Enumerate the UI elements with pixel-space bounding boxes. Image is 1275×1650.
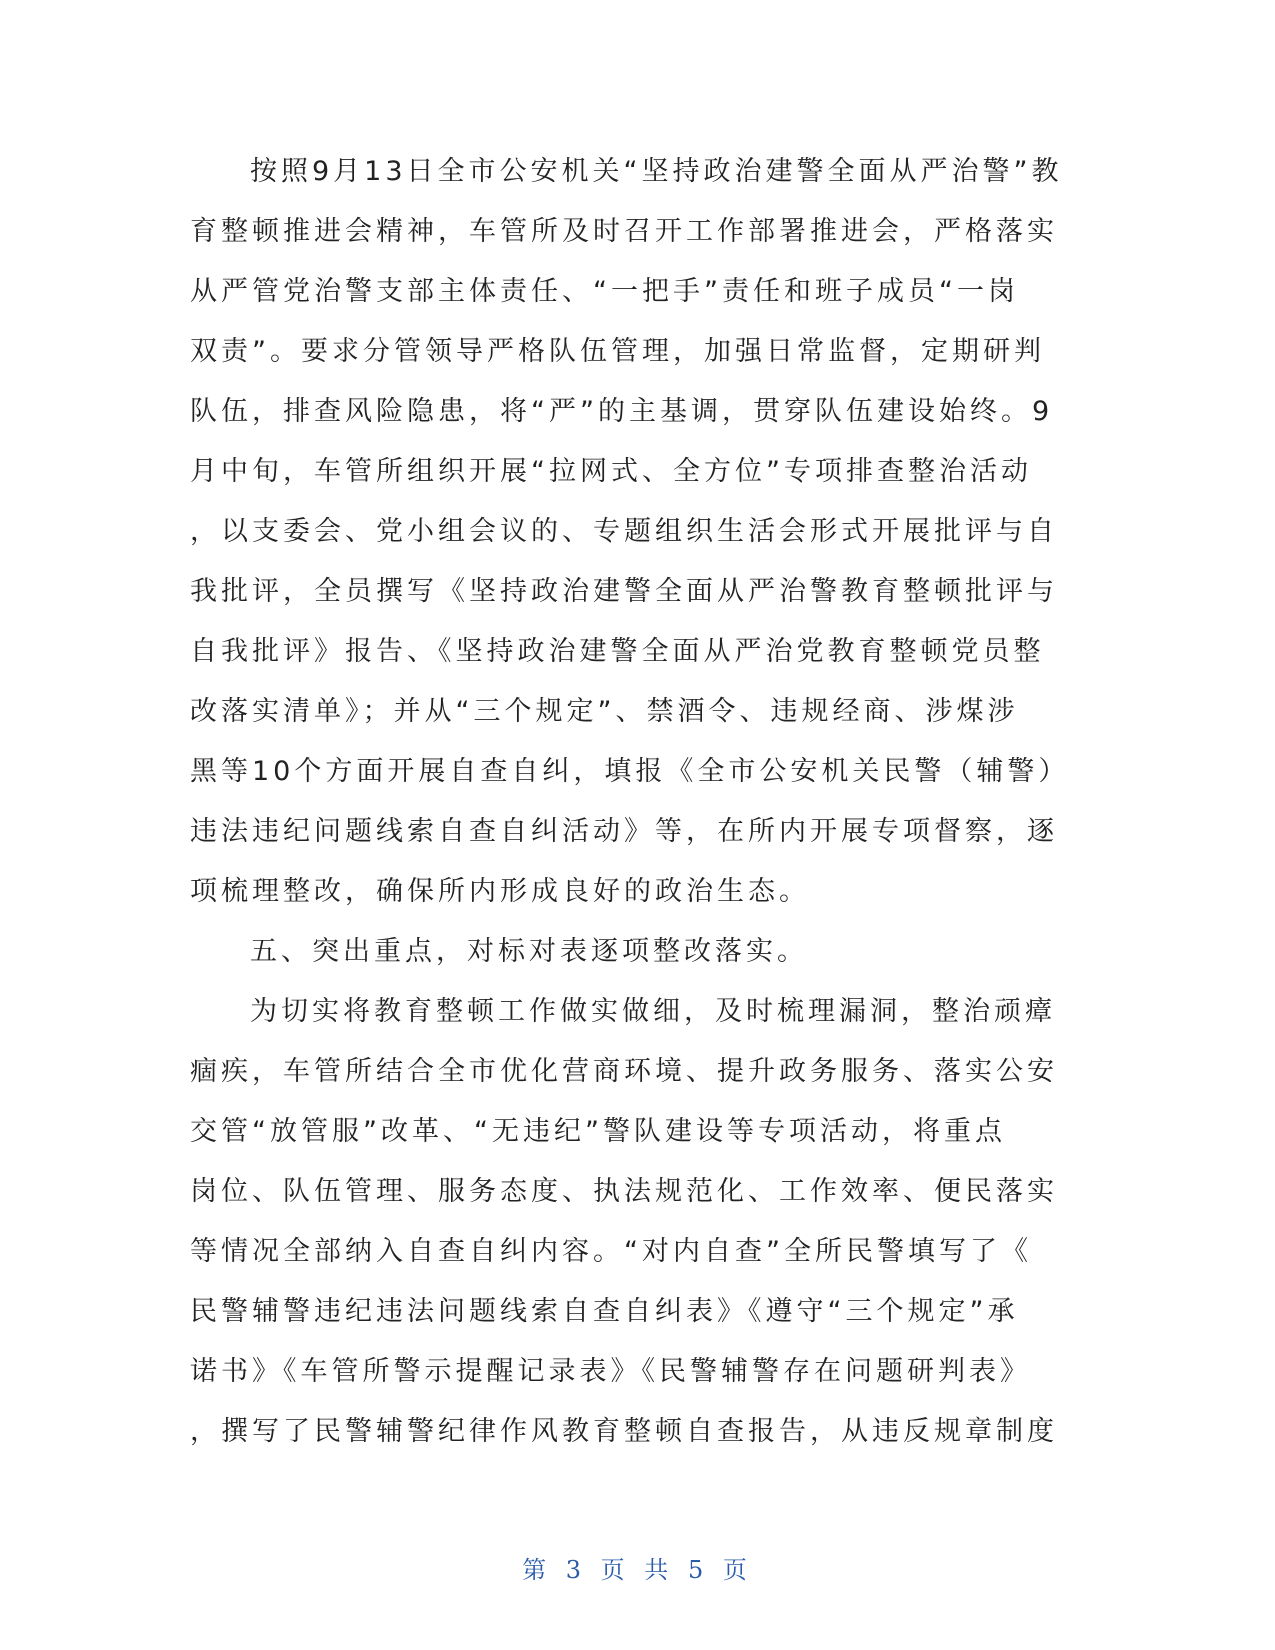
text-line: ，撰写了民警辅警纪律作风教育整顿自查报告，从违反规章制度 [190, 1416, 1058, 1447]
paragraph-2 [190, 982, 1085, 1462]
text-line: 违法违纪问题线索自查自纠活动》等，在所内开展专项督察，逐 [190, 816, 1058, 847]
text-line: 民警辅警违纪违法问题线索自查自纠表》《遵守“三个规定”承 [190, 1296, 1019, 1327]
text-line: 改落实清单》；并从“三个规定”、禁酒令、违规经商、涉煤涉 [190, 696, 1019, 727]
text-line: 我批评，全员撰写《坚持政治建警全面从严治警教育整顿批评与 [190, 576, 1058, 607]
text-line: 月中旬，车管所组织开展“拉网式、全方位”专项排查整治活动 [190, 456, 1032, 487]
paragraph-1 [190, 142, 1085, 922]
text-line: ，以支委会、党小组会议的、专题组织生活会形式开展批评与自 [190, 516, 1058, 547]
section-heading: 五、突出重点，对标对表逐项整改落实。 [250, 936, 808, 967]
text-line: 项梳理整改，确保所内形成良好的政治生态。 [190, 876, 810, 907]
text-line: 为切实将教育整顿工作做实做细，及时梳理漏洞，整治顽瘴 [250, 996, 1056, 1027]
text-line: 等情况全部纳入自查自纠内容。“对内自查”全所民警填写了《 [190, 1236, 1032, 1267]
text-line: 岗位、队伍管理、服务态度、执法规范化、工作效率、便民落实 [190, 1176, 1058, 1207]
text-line: 自我批评》报告、《坚持政治建警全面从严治党教育整顿党员整 [190, 636, 1045, 667]
text-line: 诺书》《车管所警示提醒记录表》《民警辅警存在问题研判表》 [190, 1356, 1031, 1387]
text-line: 从严管党治警支部主体责任、“一把手”责任和班子成员“一岗 [190, 276, 1019, 307]
text-line: 黑等10个方面开展自查自纠，填报《全市公安机关民警（辅警） [190, 756, 1070, 787]
text-line: 队伍，排查风险隐患，将“严”的主基调，贯穿队伍建设始终。9 [190, 396, 1054, 427]
body-text [190, 142, 1085, 1462]
text-line: 育整顿推进会精神，车管所及时召开工作部署推进会，严格落实 [190, 216, 1058, 247]
text-line: 交管“放管服”改革、“无违纪”警队建设等专项活动，将重点 [190, 1116, 1006, 1147]
page-number-footer: 第 3 页 共 5 页 [522, 1556, 753, 1584]
text-line: 按照9月13日全市公安机关“坚持政治建警全面从严治警”教 [250, 156, 1063, 187]
text-line: 痼疾，车管所结合全市优化营商环境、提升政务服务、落实公安 [190, 1056, 1058, 1087]
text-line: 双责”。要求分管领导严格队伍管理，加强日常监督，定期研判 [190, 336, 1045, 367]
